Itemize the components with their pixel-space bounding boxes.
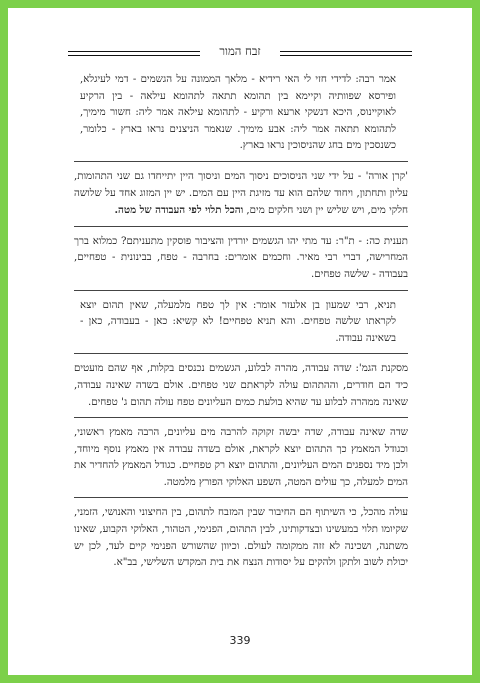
paragraph-summary: עולה מהכל, כי השיתוף הם החיבור שבין המזבח לתהום, בין החיצוני והאנושי, הזמני, שקיומו תלוי במעשינו ובצדקותינו, לבין התהום, הפנימי, הטהור, האלוקי הקבוע, שאינו משתנה, ושכינה לא זזה ממקומה לעולם. וכיוון שהשורש הפנימי קיים לעד, לכן יש יכולת לשוב ולתקן ולהקים על יסודות הנצח את בית המקדש השלישי, בב"א. (74, 507, 408, 569)
paragraph-dry-field: שדה שאינה עבודה, שדה יבשה זקוקה להרבה מים עליונים, הרבה מאמץ ראשוני, וכגודל המאמץ כך התהום יוצא לקראת, אולם בשדה עבודה אין מאמץ נוסף מיוחד, ולכן מיד נספגים המים העליונים, והתהום יוצא רק טפחיים. כגודל המאמץ להחדיר את המים למעלה, כך עולים המטה, השפע האלוקי הפורץ מלמטה. (74, 427, 408, 488)
separator-line (74, 226, 408, 227)
paragraph-keren-ora-bold: והכל תלוי לפי העבודה של מטה. (114, 204, 244, 217)
book-page (8, 8, 472, 675)
paragraph-keren-ora (74, 169, 408, 220)
separator-line (74, 497, 408, 498)
paragraph-taanit-quote: תענית כה: - ת"ר: עד מתי יהו הגשמים יורדין והציבור פוסקין מתעניתם? כמלוא ברך המחרישה, דברי רבי מאיר. וחכמים אומרים: בחרבה - טפח, בבינונית - טפחיים, בעבודה - שלשה טפחים. (74, 235, 408, 280)
paragraph-rabba-quote: אמר רבה: לדידי חזי לי האי רידיא - מלאך הממונה על הגשמים - דמי לעיגלא, ופירסא שפוותיה וקיימא בין תהומא תתאה לתהומא עילאה - בין הרקיע לאוקיינוס, היכא דנשקי ארעא ורקיע - לתהומא עילאה אמר ליה: חשור מימיך, לתהומא תתאה אמר ליה: אבע מימיך. שנאמר הניצנים נראו בארץ - כלומר, כשנסכין מים בחג שהניסוכין נראו בארץ. (80, 74, 396, 152)
paragraph-gemara-conclusion: מסקנת הגמ': שדה עבודה, מהרה לבלוע, הגשמים נכנסים בקלות, אף שהם מועטים כיד הם חודרים, וההתהום עולה לקראתם שני טפחים. אולם בשדה שאינה עבודה, שאינה ממהרה לבלוע עד שהיא בולעת כמים העליונים טפח עולה תהום ג' טפחים. (74, 363, 408, 408)
separator-line (74, 417, 408, 418)
paragraph-tanya-quote: תניא, רבי שמעון בן אלעזר אומר: אין לך טפח מלמעלה, שאין תהום יוצא לקראתו שלשה טפחים. והא תניא טפחיים! לא קשיא: כאן - בעבודה, כאן - בשאינה עבודה. (80, 299, 396, 344)
header-title: זבח המור (219, 44, 261, 58)
running-header (68, 44, 412, 62)
header-rule-left (68, 51, 200, 56)
page-number: 339 (229, 634, 251, 647)
paragraph-keren-ora-text: 'קרן אורה' - על ידי שני הניסוכים ניסוך המים וניסוך היין יתייחדו גם שני התהומות, עליון ותחתון, ויחוד שלהם הוא עד מזיגת היין עם המים. יש יין המזוג אחד על שלושה חלקי מים, ויש שליש יין ושני חלקים מים, (74, 170, 408, 217)
separator-line (74, 290, 408, 291)
separator-line (74, 353, 408, 354)
separator-line (74, 161, 408, 162)
page-body (74, 72, 408, 572)
